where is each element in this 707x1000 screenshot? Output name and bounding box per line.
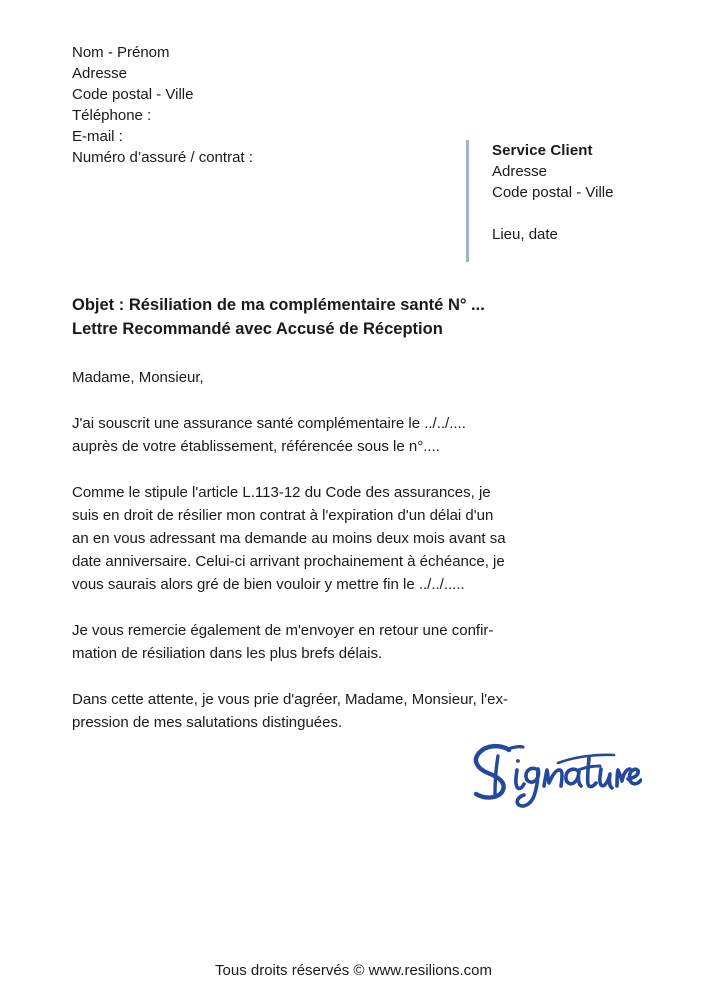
paragraph-2-line-4: date anniversaire. Celui-ci arrivant prochainement à échéance, je xyxy=(72,553,505,570)
letter-body xyxy=(72,366,612,734)
sender-line-address: Adresse xyxy=(72,65,128,82)
paragraph-3 xyxy=(72,619,612,665)
place-date: Lieu, date xyxy=(492,226,558,243)
footer xyxy=(0,960,707,981)
footer-text: Tous droits réservés © www.resilions.com xyxy=(215,962,492,979)
signature-image xyxy=(462,736,642,814)
paragraph-4-line-1: Dans cette attente, je vous prie d'agréer, Madame, Monsieur, l'ex- xyxy=(72,691,508,708)
paragraph-4 xyxy=(72,688,612,734)
sender-line-name: Nom - Prénom xyxy=(72,44,170,61)
salutation-line: Madame, Monsieur, xyxy=(72,369,204,386)
recipient-title: Service Client xyxy=(492,142,593,159)
recipient-block xyxy=(466,140,613,262)
subject-block xyxy=(72,293,485,341)
recipient-postal-city: Code postal - Ville xyxy=(492,184,614,201)
sender-line-postal-city: Code postal - Ville xyxy=(72,86,194,103)
paragraph-1-line-2: auprès de votre établissement, référencée sous le n°.... xyxy=(72,438,440,455)
subject-line-2: Lettre Recommandé avec Accusé de Réception xyxy=(72,320,443,338)
paragraph-2-line-3: an en vous adressant ma demande au moins deux mois avant sa xyxy=(72,530,506,547)
sender-block xyxy=(72,42,253,168)
recipient-spacer xyxy=(492,203,613,224)
sender-line-phone: Téléphone : xyxy=(72,107,152,124)
recipient-address: Adresse xyxy=(492,163,548,180)
paragraph-2-line-2: suis en droit de résilier mon contrat à l'expiration d'un délai d'un xyxy=(72,507,494,524)
paragraph-3-line-2: mation de résiliation dans les plus brefs délais. xyxy=(72,645,383,662)
paragraph-1-line-1: J'ai souscrit une assurance santé complémentaire le ../../.... xyxy=(72,415,466,432)
paragraph-2 xyxy=(72,481,612,596)
salutation xyxy=(72,366,612,389)
signature-icon xyxy=(462,736,642,814)
paragraph-2-line-1: Comme le stipule l'article L.113-12 du Code des assurances, je xyxy=(72,484,491,501)
sender-line-email: E-mail : xyxy=(72,128,123,145)
paragraph-3-line-1: Je vous remercie également de m'envoyer en retour une confir- xyxy=(72,622,494,639)
subject-line-1: Objet : Résiliation de ma complémentaire santé N° ... xyxy=(72,296,485,314)
paragraph-1 xyxy=(72,412,612,458)
sender-line-policy-number: Numéro d’assuré / contrat : xyxy=(72,149,253,166)
paragraph-2-line-5: vous saurais alors gré de bien vouloir y mettre fin le ../../..... xyxy=(72,576,465,593)
paragraph-4-line-2: pression de mes salutations distinguées. xyxy=(72,714,343,731)
